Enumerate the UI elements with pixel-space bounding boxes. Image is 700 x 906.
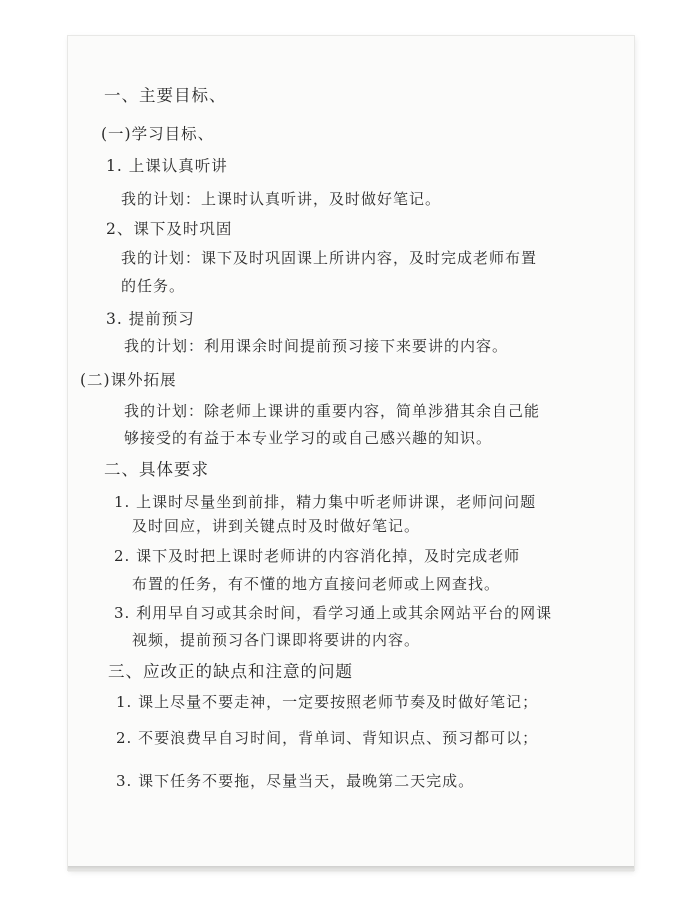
- section2-heading: 二、具体要求: [104, 460, 209, 479]
- item3-title: 3. 提前预习: [106, 310, 195, 328]
- item2-plan-line2: 的任务。: [121, 277, 186, 295]
- requirement3-line1: 3. 利用早自习或其余时间，看学习通上或其余网站平台的网课: [114, 604, 553, 622]
- paper-edge-shadow: [68, 866, 634, 872]
- note1: 1. 课上尽量不要走神，一定要按照老师节奏及时做好笔记；: [116, 693, 539, 711]
- requirement1-line1: 1. 上课时尽量坐到前排，精力集中听老师讲课，老师问问题: [114, 493, 537, 511]
- note2: 2. 不要浪费早自习时间，背单词、背知识点、预习都可以；: [116, 729, 539, 747]
- sub2-plan-line2: 够接受的有益于本专业学习的或自己感兴趣的知识。: [124, 429, 493, 447]
- sub2-plan-line1: 我的计划：除老师上课讲的重要内容，简单涉猎其余自己能: [124, 402, 541, 420]
- requirement1-line2: 及时回应，讲到关键点时及时做好笔记。: [132, 517, 421, 535]
- requirement3-line2: 视频，提前预习各门课即将要讲的内容。: [132, 631, 421, 649]
- section1-heading: 一、主要目标、: [104, 86, 227, 105]
- note3: 3. 课下任务不要拖，尽量当天，最晚第二天完成。: [116, 772, 475, 790]
- item1-title: 1. 上课认真听讲: [106, 157, 228, 175]
- item1-plan: 我的计划：上课时认真听讲，及时做好笔记。: [121, 190, 442, 208]
- requirement2-line2: 布置的任务，有不懂的地方直接问老师或上网查找。: [132, 575, 501, 593]
- sub1-heading: (一)学习目标、: [101, 125, 215, 143]
- sub2-heading: (二)课外拓展: [80, 371, 177, 389]
- item3-plan: 我的计划：利用课余时间提前预习接下来要讲的内容。: [124, 337, 509, 355]
- section3-heading: 三、应改正的缺点和注意的问题: [108, 662, 353, 681]
- item2-plan-line1: 我的计划：课下及时巩固课上所讲内容，及时完成老师布置: [121, 249, 538, 267]
- requirement2-line1: 2. 课下及时把上课时老师讲的内容消化掉，及时完成老师: [114, 547, 521, 565]
- item2-title: 2、课下及时巩固: [106, 220, 233, 238]
